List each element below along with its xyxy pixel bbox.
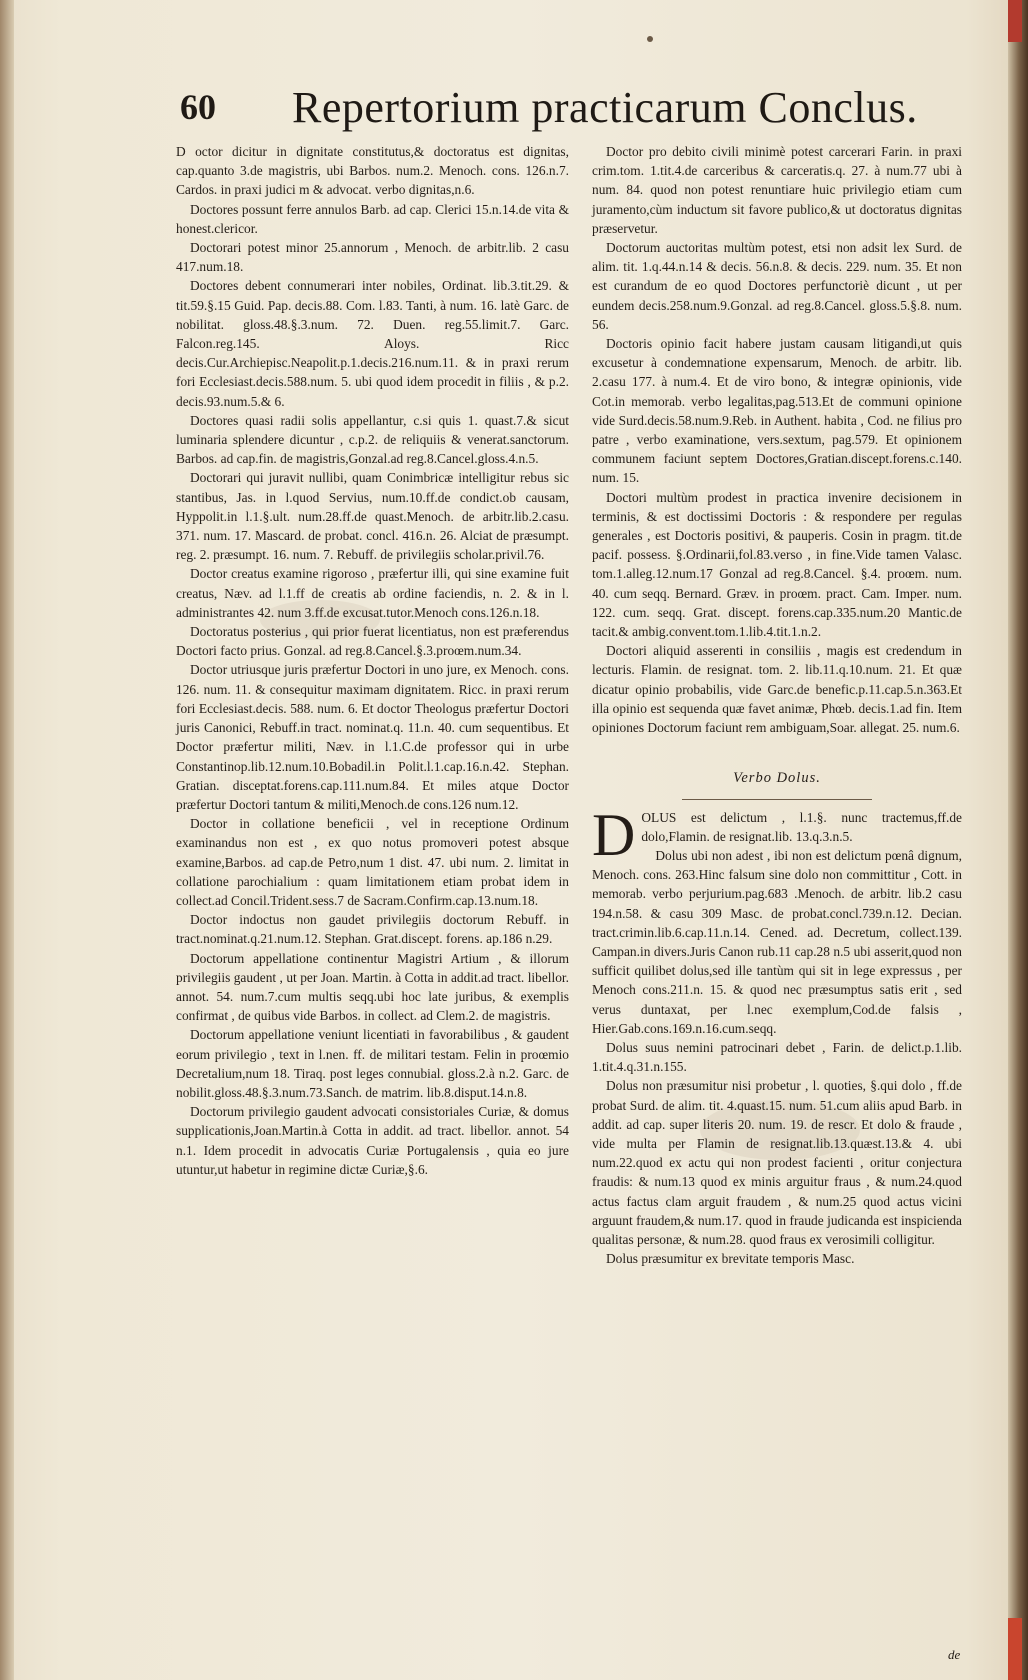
section-rule xyxy=(682,799,872,800)
entry-paragraph: Doctores quasi radii solis appellantur, c.si quis 1. quast.7.& sicut luminaria splendere dicuntur , c.p.2. de reliquiis & venerat.sanctorum. Barbos. ad cap.fin. de magistris,Gonzal.ad reg.8.Cancel.gloss.4.n.5. xyxy=(176,412,569,467)
entry-paragraph: Doctoratus posterius , qui prior fuerat licentiatus, non est præferendus Doctori facto prius. Gonzal. ad reg.8.Cancel.§.3.proœm.num.34. xyxy=(176,624,569,659)
entry-paragraph: Doctori aliquid asserenti in consiliis , magis est credendum in lecturis. Flamin. de resignat. tom. 2. lib.11.q.10.num. 21. Et quæ dicatur opinio probabilis, vide Garc.de benefic.p.11.cap.5.n.363.Et illa opinio est sequenda quæ favet animæ, Phœb. decis.1.ad fin. Item opiniones Doctorum faciunt rem ambiguam,Soar. allegat. 25. num.6. xyxy=(592,643,962,736)
left-column xyxy=(176,142,569,1652)
entry-paragraph: Dolus præsumitur ex brevitate temporis Masc. xyxy=(606,1251,855,1267)
entry-paragraph: Doctores possunt ferre annulos Barb. ad cap. Clerici 15.n.14.de vita & honest.clericor. xyxy=(176,201,569,236)
section-opening-text: OLUS est delictum , l.1.§. nunc tractemus,ff.de dolo,Flamin. de resignat.lib. 13.q.3.n.5. xyxy=(641,809,962,844)
entry-paragraph: Doctor pro debito civili minimè potest carcerari Farin. in praxi crim.tom. 1.tit.4.de carceribus & carceratis.q. 27. à num.77 ubi à num. 84. quod non potest renuntiare huic privilegio etiam cum juramento,cùm inductum sit favore publico,& ut doctoratus dignitas præservetur. xyxy=(592,144,962,236)
page-edge xyxy=(1008,0,1028,1680)
running-title: Repertorium practicarum Conclus. xyxy=(292,83,918,132)
entry-paragraph: Doctorari potest minor 25.annorum , Menoch. de arbitr.lib. 2 casu 417.num.18. xyxy=(176,240,569,275)
bookmark-ribbon-bottom xyxy=(1008,1618,1022,1680)
section-heading: Verbo Dolus. xyxy=(733,770,821,787)
entry-paragraph: Doctorari qui juravit nullibi, quam Conimbricæ intelligitur rebus sic stantibus, Jas. in l.quod Servius, num.10.ff.de condict.ob causam, Hyppolit.in l.1.§.ult. num.28.ff.de quast.Menoch. de arbitr.lib.2.casu. 371. num. 17. Mascard. de probat. concl. 416.n. 26. Alciat de præsumpt. reg. 2. præsumpt. 16. num. 7. Rebuff. de privilegiis scholar.privil.76. xyxy=(176,470,569,563)
page-number: 60 xyxy=(180,87,216,127)
entry-paragraph: Doctor in collatione beneficii , vel in receptione Ordinum examinandus non est , ex quo notus promoveri potest absque examine,Barbos. ad cap.de Petro,num 1 dist. 47. ubi num. 2. limitat in collatione parochialium : quam limitationem etiam probat idem in collect.ad Concil.Trident.sess.7 de Sacram.Confirm.cap.13.num.18. xyxy=(176,816,569,908)
entry-paragraph: Doctor creatus examine rigoroso , præfertur illi, qui sine examine fuit creatus, Næv. ad l.1.ff de creatis ab ordine faciendis, n. 2. & in l. administrantes 42. num 3.ff.de excusat.tutor.Menoch cons.126.n.18. xyxy=(176,566,569,620)
entry-paragraph: Doctor utriusque juris præfertur Doctori in uno jure, ex Menoch. cons. 126. num. 11. & consequitur maximam dignitatem. Ricc. in praxi rerum fori Ecclesiast.decis. 588. num. 6. Et doctor Theologus præfertur Doctori juris Canonici, Rebuff.in tract. nominat.q. 11.n. 40. cum sequentibus. Et Doctor præfertur militi, Næv. in l.1.C.de professor qui in urbe Constantinop.lib.12.num.10.Bobadil.in Polit.l.1.cap.16.n.42. Stephan. Gratian. disceptat.forens.cap.111.num.84. Et miles atque Doctor præfertur Doctori tantum & militi,Menoch.de cons.126 num.12. xyxy=(176,662,569,812)
page-header xyxy=(180,82,918,142)
entry-paragraph: Doctorum appellatione continentur Magistri Artium , & illorum privilegiis gaudent , ut per Joan. Martin. à Cotta in addit.ad tract. libellor. annot. 54. num.7.cum multis seqq.ubi hoc late juribus, & exemplis confirmat , de quibus vide Barbos. in collect. ad Clem.2. de magistris. xyxy=(176,950,569,1024)
entry-paragraph: Doctorum privilegio gaudent advocati consistoriales Curiæ, & domus supplicationis,Joan.Martin.à Cotta in addit. ad tract. libellor. annot. 54 n.1. Idem procedit in advocatis Curiæ Portugalensis , quia eo jure utuntur,ut habetur in regimine dictæ Curiæ,§.6. xyxy=(176,1104,569,1177)
ink-dot xyxy=(647,36,653,42)
entry-paragraph: Doctori multùm prodest in practica invenire decisionem in terminis, & est doctissimi Doctoris : & respondere per regulas generales , est Doctoris positivi, & pauperis. Cosin in pragm. tit.de pacif. possess. §.Ordinarii,fol.83.verso , in fine.Vide tamen Valasc. tom.1.alleg.12.num.17 Gonzal ad reg.8.Cancel. §.4. proœm. num. 40. cum seqq. Bernard. Græv. in proœm. pract. Cam. Imper. num. 122. cum. seqq. Grat. discept. forens.cap.335.num.20 Mantic.de tacit.& ambig.convent.tom.1.lib.4.tit.1.n.2. xyxy=(592,489,962,640)
entry-paragraph: Doctor indoctus non gaudet privilegiis doctorum Rebuff. in tract.nominat.q.21.num.12. Stephan. Grat.discept. forens. ap.186 n.29. xyxy=(176,912,569,947)
entry-paragraph: Doctorum appellatione veniunt licentiati in favorabilibus , & gaudent eorum privilegio , text in l.nen. ff. de militari testam. Felin in proœmio Decretalium,num 18. Tiraq. post leges connubial. gloss.2.à n.2. Garc. de nobilit.gloss.48.§.3.num.73.Sanch. de matrim. lib.8.disput.14.n.8. xyxy=(176,1027,569,1100)
entry-paragraph: Doctorum auctoritas multùm potest, etsi non adsit lex Surd. de alim. tit. 1.q.44.n.14 & decis. 56.n.8. & decis. 229. num. 35. Et non est curandum de eo quod Doctores perfunctoriè dicunt , ut per eundem decis.258.num.9.Gonzal. ad reg.8.Cancel. gloss.5.§.8. num. 56. xyxy=(592,240,962,332)
bookmark-ribbon xyxy=(1008,0,1022,42)
entry-paragraph: Doctores debent connumerari inter nobiles, Ordinat. lib.3.tit.29. & tit.59.§.15 Guid. Pap. decis.88. Com. l.83. Tanti, à num. 16. latè Garc. de nobilitat. gloss.48.§.3.num. 72. Duen. reg.55.limit.7. Garc. Falcon.reg.145. Aloys. Ricc decis.Cur.Archiepisc.Neapolit.p.1.decis.216.num.11. & in praxi rerum fori Ecclesiast.decis.588.num. 5. ubi quod idem procedit in filiis , & p.2. decis.93.num.5.& 6. xyxy=(176,278,569,409)
entry-paragraph: D octor dicitur in dignitate constitutus,& doctoratus est dignitas, cap.quanto 3.de magistris, ubi Barbos. num.2. Menoch. cons. 126.n.7. Cardos. in praxi judici m & advocat. verbo dignitas,n.6. xyxy=(176,144,569,198)
entry-paragraph: Dolus ubi non adest , ibi non est delictum pœnâ dignum, Menoch. cons. 263.Hinc falsum sine dolo non committitur , Cott. in memorab. verbo perjurium.pag.683 .Menoch. de arbitr. lib.2 casu 194.n.58. & casu 309 Masc. de probat.concl.739.n.12. Decian. tract.crimin.lib.6.cap.11.n.14. Cened. ad. Decretum, collect.139. Campan.in divers.Juris Canon rub.11 cap.28 n.5 ubi asserit,quod non sufficit quilibet dolus,sed ille tantùm qui sit in lege expressus , per Menoch cons.211.n. 15. & quod nec præsumptus satis erit , sed verus duntaxat, per l.nec exemplum,Cod.de falsis , Hier.Gab.cons.169.n.16.cum.seqq. xyxy=(592,847,962,1036)
drop-cap: D xyxy=(592,801,636,868)
section-opening-paragraph xyxy=(592,801,962,868)
entry-paragraph: Dolus suus nemini patrocinari debet , Farin. de delict.p.1.lib. 1.tit.4.q.31.n.155. xyxy=(592,1039,962,1075)
catchword: de xyxy=(948,1647,961,1662)
right-column xyxy=(592,142,962,1662)
entry-paragraph: Doctoris opinio facit habere justam causam litigandi,ut quis excusetur à condemnatione expensarum, Menoch. de arbitr. lib. 2.casu 177. à num.4. Et de viro bono, & integræ opinionis, vide Cot.in memorab. verbo legalitas,pag.513.Et de communi opinione vide Surd.decis.58.num.9.Reb. in Authent. habita , Cod. ne filius pro patre , verbo examinatione, vers.sextum, pag.579. Et opinionem communem faciunt septem Doctores,Gratian.discept.forens.c.140. num. 15. xyxy=(592,336,962,486)
entry-paragraph: Dolus non præsumitur nisi probetur , l. quoties, §.qui dolo , ff.de probat Surd. de alim. tit. 4.quast.15. num. 51.cum aliis apud Barb. in addit. ad cap. super literis 20. num. 19. de rescr. Et dolo & fraude , vide multa per Flamin de resignat.lib.13.quæst.13.& 4. ubi num.22.quod ex actu qui non prodest facienti , oritur conjectura fraudis: & num.13 quod ex minis arguitur fraus , & num.24.quod actus factus clam arguit fraudem , & num.25 quod actus vicini arguunt fraudem,& num.17. quod in fraude judicanda est inspicienda qualitas personæ, & num.28. quod fraus ex verosimili colligitur. xyxy=(592,1078,962,1247)
binding-edge xyxy=(0,0,14,1680)
